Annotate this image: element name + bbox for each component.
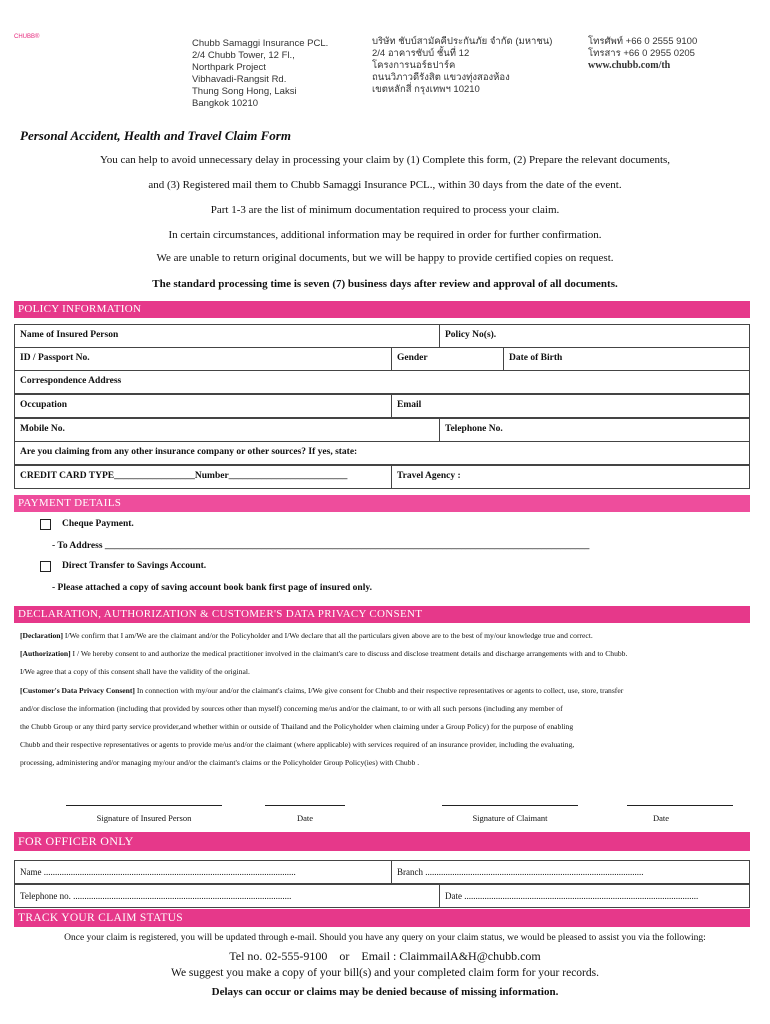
officer-branch-field[interactable]: Branch ................................................................................................. bbox=[391, 860, 750, 884]
insured-date-label: Date bbox=[296, 813, 314, 823]
address-thai: บริษัท ชับบ์สามัคคีประกันภัย จำกัด (มหาชน) 2/4 อาคารชับบ์ ชั้นที่ 12 โครงการนอร์ธปาร์ค ถนนวิภาวดีรังสิต แขวงทุ่งสองห้อง เขตหลักสี่ กรุงเทพฯ 10210 bbox=[372, 36, 553, 95]
credit-card-field[interactable]: CREDIT CARD TYPE_________________Number_________________________ bbox=[14, 465, 392, 489]
payment-details-header: PAYMENT DETAILS bbox=[14, 495, 750, 512]
privacy-consent-line-2: and/or disclose the information (including that provided by sources other than myself) concerning me/us and/or the claimant, to or with all such persons (including any member of bbox=[20, 704, 563, 713]
processing-time-note: The standard processing time is seven (7) business days after review and approval of all documents. bbox=[152, 278, 618, 290]
claimant-date-label: Date bbox=[652, 813, 670, 823]
website-link[interactable]: www.chubb.com/th bbox=[588, 60, 671, 71]
cheque-label: Cheque Payment. bbox=[62, 519, 134, 529]
to-address-line[interactable]: - To Address ______________________________________________________________________________________________________ bbox=[52, 541, 590, 551]
officer-date-field[interactable]: Date ........................................................................................................ bbox=[439, 884, 750, 908]
declaration-header: DECLARATION, AUTHORIZATION & CUSTOMER'S DATA PRIVACY CONSENT bbox=[14, 606, 750, 623]
claimant-signature-label: Signature of Claimant bbox=[472, 813, 548, 823]
id-passport-field[interactable]: ID / Passport No. bbox=[14, 347, 392, 371]
intro-line-3: Part 1-3 are the list of minimum documentation required to process your claim. bbox=[210, 204, 560, 216]
attach-bank-book-note: - Please attached a copy of saving account book bank first page of insured only. bbox=[52, 583, 372, 593]
authorization-text: [Authorization] I / We hereby consent to and authorize the medical practitioner involved in the claimant's care to discuss and disclose treatment details and discharge arrangements with and to Chubb. bbox=[20, 649, 628, 658]
email-field[interactable]: Email bbox=[391, 394, 750, 418]
contact-info: โทรศัพท์ +66 0 2555 9100 โทรสาร +66 0 2955 0205 www.chubb.com/th bbox=[588, 36, 698, 71]
occupation-field[interactable]: Occupation bbox=[14, 394, 392, 418]
gender-field[interactable]: Gender bbox=[391, 347, 504, 371]
insured-date-line[interactable] bbox=[265, 805, 345, 806]
cheque-checkbox[interactable] bbox=[40, 517, 51, 535]
claimant-signature-line[interactable] bbox=[442, 805, 578, 806]
address-english: Chubb Samaggi Insurance PCL. 2/4 Chubb Tower, 12 Fl., Northpark Project Vibhavadi-Rangsit Rd. Thung Song Hong, Laksi Bangkok 10210 bbox=[192, 38, 329, 109]
intro-line-1: You can help to avoid unnecessary delay in processing your claim by (1) Complete this form, (2) Prepare the relevant documents, bbox=[99, 154, 671, 166]
intro-line-5: We are unable to return original documents, but we will be happy to provide certified copies on request. bbox=[156, 252, 614, 264]
declaration-text: [Declaration] I/We confirm that I am/We are the claimant and/or the Policyholder and I/We declare that all the particulars given above are to the best of my/our knowledge true and correct. bbox=[20, 631, 593, 640]
insured-signature-label: Signature of Insured Person bbox=[96, 813, 192, 823]
form-title: Personal Accident, Health and Travel Claim Form bbox=[20, 128, 291, 143]
chubb-logo: CHUBB® bbox=[14, 34, 40, 40]
officer-only-header: FOR OFFICER ONLY bbox=[14, 832, 750, 851]
policy-information-header: POLICY INFORMATION bbox=[14, 301, 750, 318]
intro-line-2: and (3) Registered mail them to Chubb Samaggi Insurance PCL., within 30 days from the date of the event. bbox=[148, 179, 622, 191]
policy-number-field[interactable]: Policy No(s). bbox=[439, 324, 750, 348]
correspondence-address-field[interactable]: Correspondence Address bbox=[14, 370, 750, 394]
claim-contact-line[interactable]: Tel no. 02-555-9100 or Email : ClaimmailA&H@chubb.com bbox=[229, 949, 541, 963]
insured-name-field[interactable]: Name of Insured Person bbox=[14, 324, 440, 348]
missing-info-warning: Delays can occur or claims may be denied because of missing information. bbox=[211, 986, 559, 998]
telephone-field[interactable]: Telephone No. bbox=[439, 418, 750, 442]
officer-telephone-field[interactable]: Telephone no. ................................................................................................. bbox=[14, 884, 440, 908]
privacy-consent-line-5: processing, administering and/or managing my/our and/or the claimant's claims or the Policyholder Group Policy(ies) with Chubb . bbox=[20, 758, 420, 767]
date-of-birth-field[interactable]: Date of Birth bbox=[503, 347, 750, 371]
copy-validity-text: I/We agree that a copy of this consent shall have the validity of the original. bbox=[20, 667, 250, 676]
direct-transfer-checkbox[interactable] bbox=[40, 559, 51, 577]
track-claim-info: Once your claim is registered, you will be updated through e-mail. Should you have any query on your claim status, we would be pleased to assist you via the following: bbox=[64, 933, 706, 943]
privacy-consent-line-3: the Chubb Group or any third party service provider,and whether within or outside of Thailand and the Policyholder when claiming under a Group Policy) for the purpose of enabling bbox=[20, 722, 574, 731]
logo-registered-mark: ® bbox=[35, 34, 40, 40]
copy-suggestion: We suggest you make a copy of your bill(s) and your completed claim form for your records. bbox=[171, 967, 599, 979]
travel-agency-field[interactable]: Travel Agency : bbox=[391, 465, 750, 489]
direct-transfer-label: Direct Transfer to Savings Account. bbox=[62, 561, 207, 571]
mobile-field[interactable]: Mobile No. bbox=[14, 418, 440, 442]
insured-signature-line[interactable] bbox=[66, 805, 222, 806]
privacy-consent-line-4: Chubb and their respective representatives or agents to provide me/us and/or the claimant (where applicable) with services required of an insurance provider, including the evaluating, bbox=[20, 740, 575, 749]
track-claim-header: TRACK YOUR CLAIM STATUS bbox=[14, 909, 750, 927]
intro-line-4: In certain circumstances, additional information may be required in order for further confirmation. bbox=[168, 229, 602, 241]
officer-name-field[interactable]: Name ................................................................................................................ bbox=[14, 860, 392, 884]
privacy-consent-line-1: [Customer's Data Privacy Consent] In connection with my/our and/or the claimant's claims, I/We give consent for Chubb and their respective representatives or agents to collect, use, store, transfer bbox=[20, 686, 624, 695]
claimant-date-line[interactable] bbox=[627, 805, 733, 806]
other-insurance-field[interactable]: Are you claiming from any other insurance company or other sources? If yes, state: bbox=[14, 441, 750, 465]
